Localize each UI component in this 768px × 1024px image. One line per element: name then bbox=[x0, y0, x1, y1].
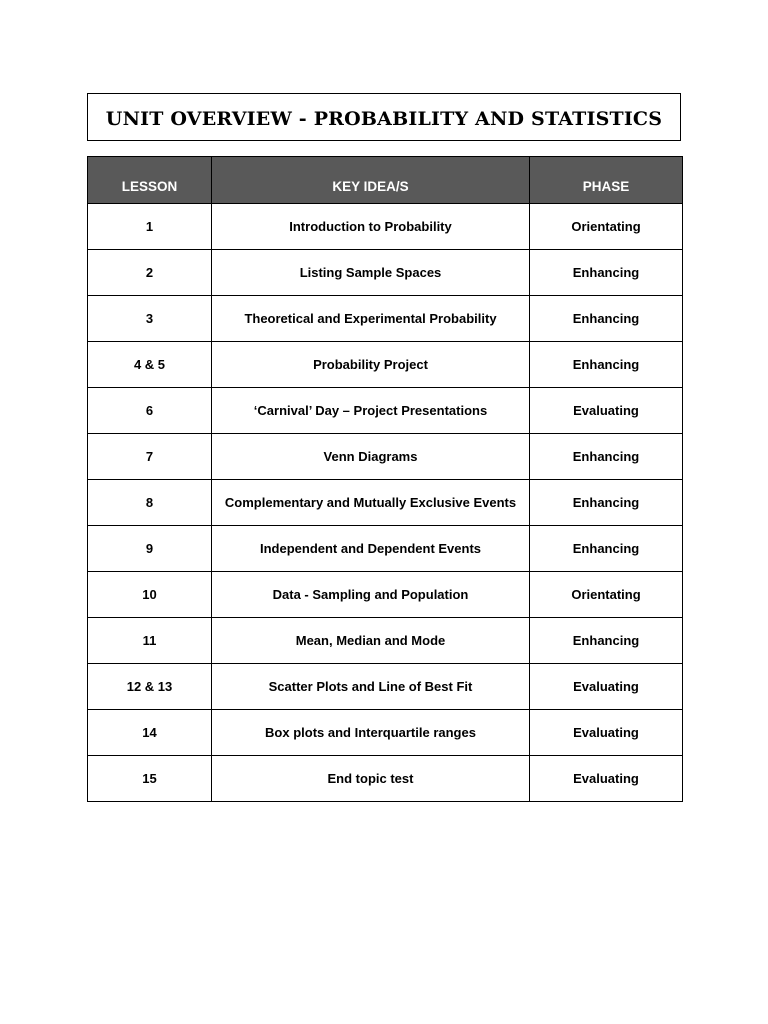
phase-cell: Enhancing bbox=[530, 618, 683, 664]
lesson-cell: 10 bbox=[88, 572, 212, 618]
lesson-cell: 15 bbox=[88, 756, 212, 802]
phase-cell: Orientating bbox=[530, 204, 683, 250]
lesson-cell: 3 bbox=[88, 296, 212, 342]
lesson-cell: 12 & 13 bbox=[88, 664, 212, 710]
table-row bbox=[88, 664, 683, 710]
key-idea-cell: Venn Diagrams bbox=[212, 434, 530, 480]
key-idea-cell: ‘Carnival’ Day – Project Presentations bbox=[212, 388, 530, 434]
lesson-cell: 1 bbox=[88, 204, 212, 250]
lesson-cell: 4 & 5 bbox=[88, 342, 212, 388]
lesson-cell: 9 bbox=[88, 526, 212, 572]
table-row bbox=[88, 756, 683, 802]
phase-cell: Evaluating bbox=[530, 756, 683, 802]
lesson-cell: 14 bbox=[88, 710, 212, 756]
phase-cell: Orientating bbox=[530, 572, 683, 618]
key-idea-cell: Box plots and Interquartile ranges bbox=[212, 710, 530, 756]
table-row bbox=[88, 710, 683, 756]
lesson-cell: 7 bbox=[88, 434, 212, 480]
phase-cell: Enhancing bbox=[530, 480, 683, 526]
lesson-cell: 8 bbox=[88, 480, 212, 526]
table-row bbox=[88, 388, 683, 434]
page-title: UNIT OVERVIEW - PROBABILITY AND STATISTICS bbox=[105, 108, 663, 130]
key-idea-cell: Independent and Dependent Events bbox=[212, 526, 530, 572]
table-row bbox=[88, 572, 683, 618]
key-idea-cell: End topic test bbox=[212, 756, 530, 802]
key-idea-cell: Scatter Plots and Line of Best Fit bbox=[212, 664, 530, 710]
lesson-cell: 2 bbox=[88, 250, 212, 296]
key-idea-cell: Theoretical and Experimental Probability bbox=[212, 296, 530, 342]
title-box bbox=[87, 93, 681, 141]
table-row bbox=[88, 204, 683, 250]
lesson-cell: 6 bbox=[88, 388, 212, 434]
header-row bbox=[88, 157, 683, 204]
phase-cell: Enhancing bbox=[530, 250, 683, 296]
phase-cell: Enhancing bbox=[530, 296, 683, 342]
key-idea-cell: Listing Sample Spaces bbox=[212, 250, 530, 296]
table-row bbox=[88, 618, 683, 664]
header-lesson: LESSON bbox=[88, 157, 212, 204]
table-header bbox=[88, 157, 683, 204]
phase-cell: Enhancing bbox=[530, 434, 683, 480]
key-idea-cell: Mean, Median and Mode bbox=[212, 618, 530, 664]
unit-overview-table bbox=[87, 156, 683, 802]
phase-cell: Enhancing bbox=[530, 342, 683, 388]
table-row bbox=[88, 250, 683, 296]
phase-cell: Evaluating bbox=[530, 388, 683, 434]
table-row bbox=[88, 434, 683, 480]
key-idea-cell: Complementary and Mutually Exclusive Events bbox=[212, 480, 530, 526]
phase-cell: Evaluating bbox=[530, 664, 683, 710]
phase-cell: Evaluating bbox=[530, 710, 683, 756]
key-idea-cell: Introduction to Probability bbox=[212, 204, 530, 250]
table-row bbox=[88, 296, 683, 342]
header-key-ideas: KEY IDEA/S bbox=[212, 157, 530, 204]
header-phase: PHASE bbox=[530, 157, 683, 204]
lesson-cell: 11 bbox=[88, 618, 212, 664]
table-row bbox=[88, 526, 683, 572]
key-idea-cell: Data - Sampling and Population bbox=[212, 572, 530, 618]
table-body bbox=[88, 204, 683, 802]
key-idea-cell: Probability Project bbox=[212, 342, 530, 388]
table-row bbox=[88, 342, 683, 388]
phase-cell: Enhancing bbox=[530, 526, 683, 572]
table-row bbox=[88, 480, 683, 526]
